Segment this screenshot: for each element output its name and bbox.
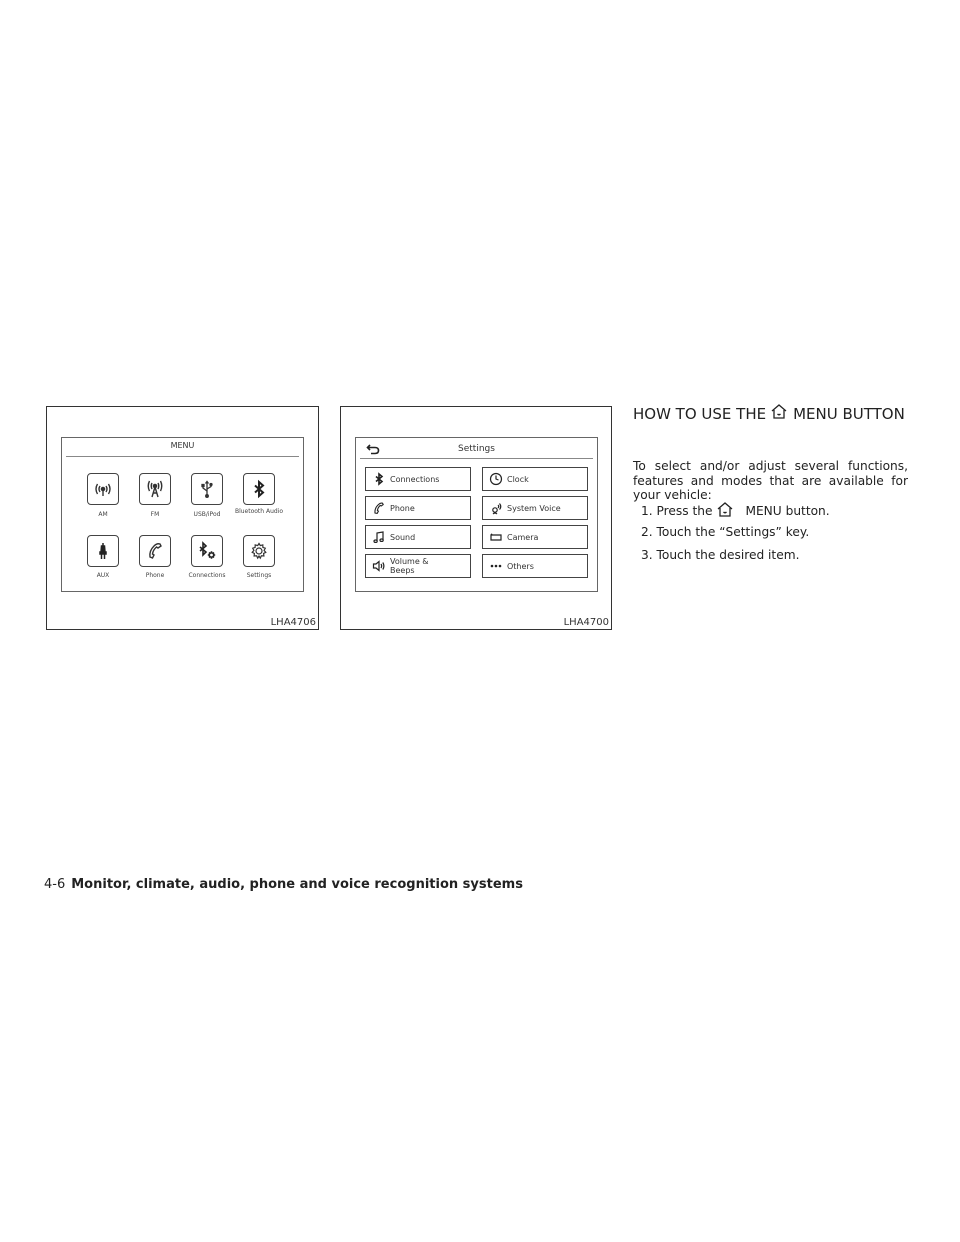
phone-button-label: Phone <box>390 503 415 513</box>
volume-beeps-button[interactable] <box>365 554 471 578</box>
page-number: 4-6 <box>44 877 66 892</box>
system-voice-button-label: System Voice <box>507 503 561 513</box>
bluetooth-gear-icon <box>197 541 217 561</box>
bluetooth-icon <box>249 479 269 499</box>
camera-button-label: Camera <box>507 532 539 542</box>
bluetooth-audio-label: Bluetooth Audio <box>234 508 284 515</box>
menu-divider <box>66 456 299 457</box>
speaker-icon <box>372 559 386 573</box>
heading-pre: HOW TO USE THE <box>633 405 767 423</box>
phone-label: Phone <box>145 572 165 579</box>
phone-icon <box>372 501 386 515</box>
fm-label: FM <box>150 511 160 518</box>
page-footer <box>44 877 523 892</box>
clock-button-label: Clock <box>507 474 529 484</box>
section-heading <box>633 402 923 426</box>
phone-tile[interactable] <box>139 535 171 567</box>
settings-title: Settings <box>458 444 495 454</box>
step-1-post: MENU button. <box>745 504 830 518</box>
home-icon <box>715 501 735 518</box>
connections-tile[interactable] <box>191 535 223 567</box>
aux-plug-icon <box>93 541 113 561</box>
others-button[interactable] <box>482 554 588 578</box>
usb-ipod-tile[interactable] <box>191 473 223 505</box>
clock-button[interactable] <box>482 467 588 491</box>
bluetooth-icon <box>372 472 386 486</box>
figure-code: LHA4706 <box>270 617 316 628</box>
settings-screen <box>355 437 598 592</box>
heading-post: MENU BUTTON <box>793 405 905 423</box>
system-voice-button[interactable] <box>482 496 588 520</box>
camera-icon <box>489 530 503 544</box>
phone-button[interactable] <box>365 496 471 520</box>
am-label: AM <box>98 511 108 518</box>
connections-button-label: Connections <box>390 474 440 484</box>
step-3: 3. Touch the desired item. <box>641 548 800 562</box>
am-tile[interactable] <box>87 473 119 505</box>
music-note-icon <box>372 530 386 544</box>
am-radio-icon <box>93 479 113 499</box>
settings-divider <box>360 458 593 459</box>
dots-icon <box>489 559 503 573</box>
step-1 <box>641 501 830 518</box>
settings-label: Settings <box>246 572 272 579</box>
connections-button[interactable] <box>365 467 471 491</box>
step-2: 2. Touch the “Settings” key. <box>641 525 810 539</box>
menu-screen <box>61 437 304 592</box>
bluetooth-audio-tile[interactable] <box>243 473 275 505</box>
menu-title: MENU <box>170 441 195 450</box>
camera-button[interactable] <box>482 525 588 549</box>
settings-figure <box>340 406 612 630</box>
usb-icon <box>197 479 217 499</box>
clock-icon <box>489 472 503 486</box>
sound-button[interactable] <box>365 525 471 549</box>
aux-tile[interactable] <box>87 535 119 567</box>
section-title: Monitor, climate, audio, phone and voice recognition systems <box>71 877 523 892</box>
sound-button-label: Sound <box>390 532 416 542</box>
aux-label: AUX <box>96 572 110 579</box>
settings-tile[interactable] <box>243 535 275 567</box>
intro-paragraph: To select and/or adjust several functions, features and modes that are available for your vehicle: <box>633 459 908 502</box>
connections-label: Connections <box>188 572 226 579</box>
usb-ipod-label: USB/iPod <box>193 511 221 518</box>
fm-radio-icon <box>145 479 165 499</box>
menu-figure <box>46 406 319 630</box>
phone-icon <box>145 541 165 561</box>
fm-tile[interactable] <box>139 473 171 505</box>
volume-beeps-button-label: Volume & Beeps <box>390 557 429 575</box>
home-icon <box>769 403 789 421</box>
voice-icon <box>489 501 503 515</box>
gear-icon <box>249 541 269 561</box>
others-button-label: Others <box>507 561 534 571</box>
figure-code: LHA4700 <box>563 617 609 628</box>
step-1-pre: 1. Press the <box>641 504 713 518</box>
